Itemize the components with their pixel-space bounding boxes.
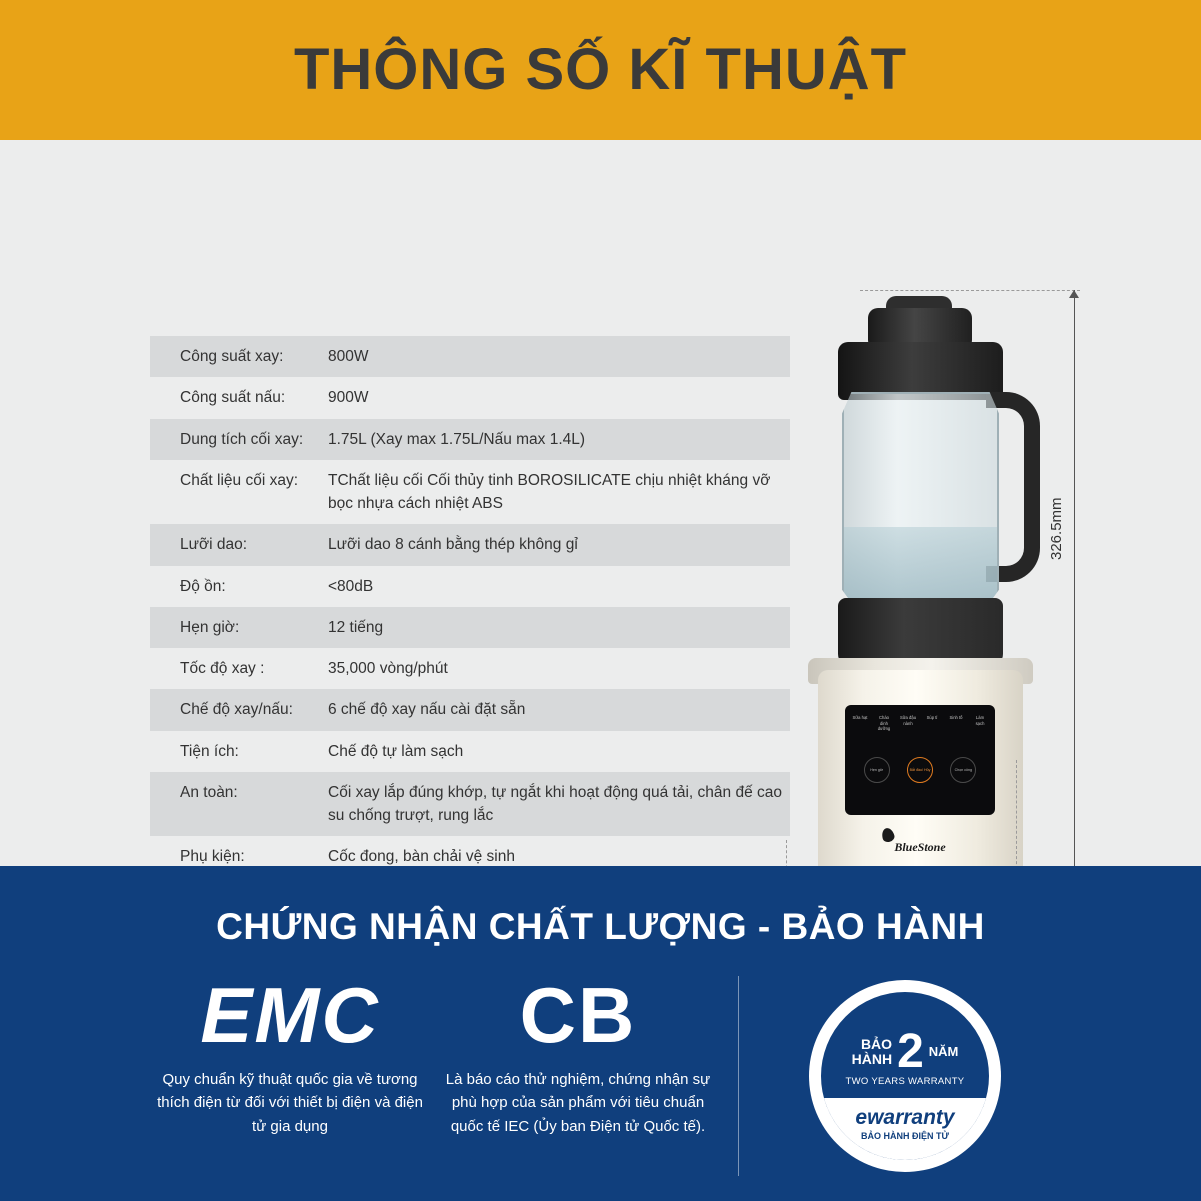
cert-item-emc bbox=[146, 971, 434, 1138]
warranty-badge bbox=[809, 980, 1001, 1172]
table-row bbox=[150, 648, 790, 689]
emc-logo: EMC bbox=[200, 971, 380, 1059]
page-header bbox=[0, 0, 1201, 140]
spec-label: Công suất xay: bbox=[180, 348, 284, 365]
panel-label[interactable]: Súp tỉ bbox=[926, 715, 938, 720]
spec-table bbox=[150, 336, 790, 866]
panel-label[interactable]: Sữa hạt bbox=[852, 715, 868, 720]
certification-title: CHỨNG NHẬN CHẤT LƯỢNG - BẢO HÀNH bbox=[216, 906, 985, 947]
spec-value: 6 chế độ xay nấu cài đặt sẵn bbox=[328, 701, 526, 719]
warranty-subtitle: TWO YEARS WARRANTY bbox=[845, 1076, 965, 1087]
spec-label: Lưỡi dao: bbox=[180, 536, 248, 554]
panel-label[interactable]: Cháo dinh dưỡng bbox=[877, 715, 891, 732]
spec-value: Cốc đong, bàn chải vệ sinh bbox=[328, 848, 515, 866]
height-dimension-line bbox=[1074, 290, 1075, 866]
spec-label: Công suất nấu: bbox=[180, 389, 286, 407]
spec-label: Phụ kiện: bbox=[180, 848, 245, 866]
certification-items bbox=[0, 971, 1201, 1176]
vertical-divider bbox=[738, 976, 739, 1176]
brand-logo: BlueStone bbox=[894, 840, 946, 854]
table-row bbox=[150, 419, 790, 460]
table-row bbox=[150, 524, 790, 565]
table-row bbox=[150, 772, 790, 837]
spec-value: 12 tiếng bbox=[328, 618, 384, 636]
spec-value: 800W bbox=[328, 348, 369, 365]
product-image bbox=[770, 260, 1110, 866]
table-row bbox=[150, 377, 790, 418]
warranty-badge-inner bbox=[819, 990, 991, 1162]
emc-description: Quy chuẩn kỹ thuật quốc gia về tương thích điện từ đối với thiết bị điện và điện tử gia dụng bbox=[157, 1071, 423, 1135]
certification-section bbox=[0, 866, 1201, 1201]
warranty-badge-label bbox=[852, 1037, 892, 1066]
guide-line-top bbox=[860, 290, 1080, 291]
panel-mode-labels bbox=[851, 715, 989, 732]
specifications-section bbox=[0, 140, 1201, 866]
spec-value: 900W bbox=[328, 389, 369, 407]
start-cancel-knob[interactable]: Bắt đầu/ Hủy bbox=[907, 757, 933, 783]
guide-line-right bbox=[1016, 760, 1017, 866]
spec-label: Độ ồn: bbox=[180, 577, 226, 595]
table-row bbox=[150, 836, 790, 866]
warranty-label-line1: BẢO bbox=[860, 1036, 893, 1053]
guide-line-left bbox=[786, 840, 787, 866]
spec-label: Tiện ích: bbox=[180, 742, 239, 760]
lid bbox=[838, 342, 1003, 400]
panel-label[interactable]: Làm sạch bbox=[975, 715, 985, 726]
spec-label: Dung tích cối xay: bbox=[180, 430, 304, 448]
spec-label: Tốc độ xay : bbox=[180, 660, 265, 677]
table-row bbox=[150, 460, 790, 525]
spec-label: Hẹn giờ: bbox=[180, 618, 240, 636]
spec-value: Lưỡi dao 8 cánh bằng thép không gỉ bbox=[328, 536, 578, 554]
spec-value: Chế độ tự làm sạch bbox=[328, 742, 464, 760]
spec-label: Chế độ xay/nấu: bbox=[180, 701, 293, 719]
panel-label[interactable]: Sữa đậu nành bbox=[899, 715, 917, 726]
cb-logo: CB bbox=[519, 971, 637, 1059]
spec-label: An toàn: bbox=[180, 783, 238, 801]
ewarranty-caption: BẢO HÀNH ĐIỆN TỬ bbox=[861, 1131, 949, 1141]
spec-label: Chất liệu cối xay: bbox=[180, 471, 299, 489]
blender-illustration bbox=[790, 280, 1050, 866]
spec-value: 1.75L (Xay max 1.75L/Nấu max 1.4L) bbox=[328, 430, 586, 448]
ewarranty-block bbox=[821, 1098, 989, 1160]
page-title: THÔNG SỐ KĨ THUẬT bbox=[293, 37, 908, 102]
spec-value: Cối xay lắp đúng khớp, tự ngắt khi hoạt động quá tải, chân đế cao su chống trượt, rung lắc bbox=[328, 783, 782, 824]
cert-item-warranty bbox=[755, 976, 1055, 1172]
spec-value: TChất liệu cối Cối thủy tinh BOROSILICATE chịu nhiệt kháng vỡ bọc nhựa cách nhiệt ABS bbox=[328, 471, 771, 512]
table-row bbox=[150, 607, 790, 648]
table-row bbox=[150, 689, 790, 730]
control-panel bbox=[845, 705, 995, 815]
glass-jar bbox=[842, 392, 999, 607]
function-knob[interactable]: Chọn công bbox=[950, 757, 976, 783]
table-row bbox=[150, 566, 790, 607]
cert-item-cb bbox=[434, 971, 722, 1138]
cb-description: Là báo cáo thử nghiệm, chứng nhận sự phù hợp của sản phẩm với tiêu chuẩn quốc tế IEC (Ủy ban Điện tử Quốc tế). bbox=[445, 1071, 711, 1135]
spec-value: <80dB bbox=[328, 577, 374, 595]
ewarranty-logo: ewarranty bbox=[855, 1106, 955, 1129]
timer-knob[interactable]: Hẹn giờ bbox=[864, 757, 890, 783]
table-row bbox=[150, 336, 790, 377]
warranty-years-unit: NĂM bbox=[928, 1044, 959, 1060]
warranty-badge-top bbox=[821, 1025, 989, 1078]
jar-contents bbox=[844, 527, 997, 605]
warranty-years-number: 2 bbox=[897, 1025, 924, 1078]
panel-label[interactable]: Sinh tố bbox=[949, 715, 963, 720]
height-dimension-label: 326.5mm bbox=[1048, 497, 1065, 560]
dimension-arrow-up bbox=[1069, 290, 1079, 298]
panel-knobs bbox=[855, 757, 985, 783]
warranty-label-line2: HÀNH bbox=[851, 1051, 893, 1067]
table-row bbox=[150, 731, 790, 772]
spec-value: 35,000 vòng/phút bbox=[328, 660, 448, 677]
